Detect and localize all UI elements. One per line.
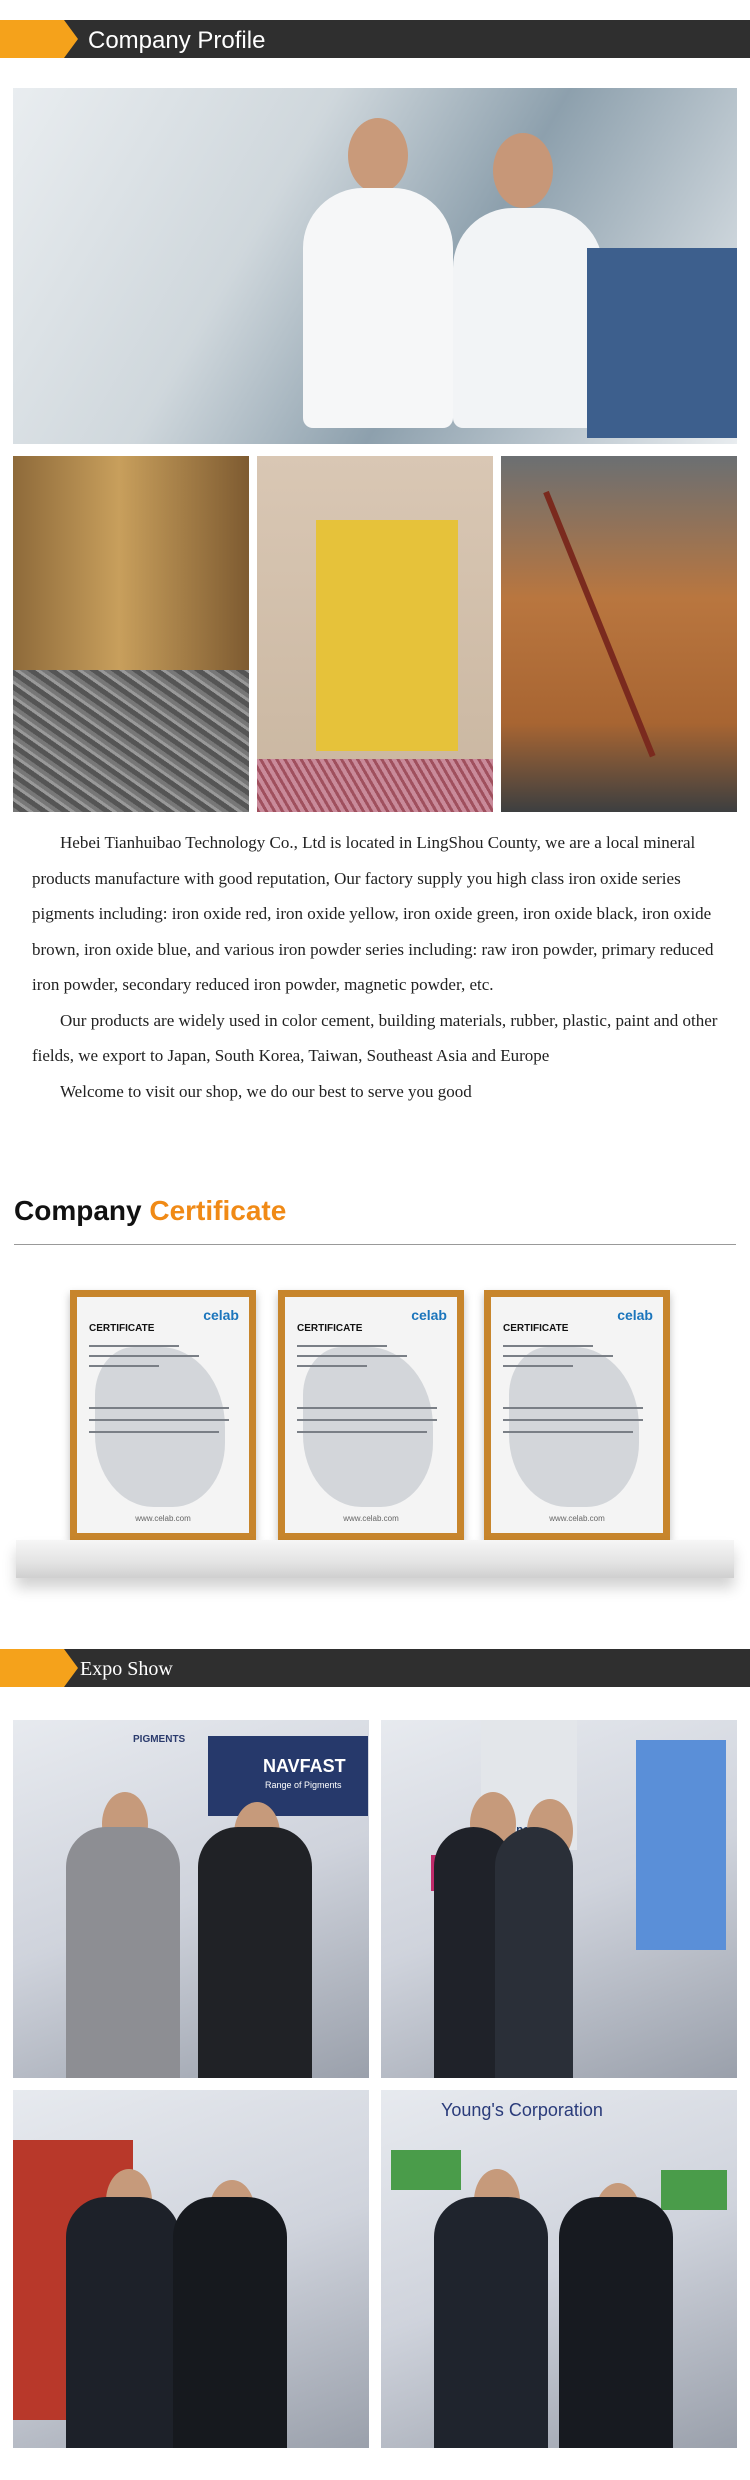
intro-paragraph-3: Welcome to visit our shop, we do our best to serve you good: [60, 1081, 472, 1101]
expo-photo-1: [13, 1720, 369, 2078]
expo-sign-pigments: PIGMENTS: [133, 1734, 186, 1745]
certificate-heading-accent: Certificate: [149, 1195, 287, 1226]
expo-photo-4: [381, 2090, 737, 2448]
section-title-expo: Expo Show: [80, 1658, 173, 1680]
intro-paragraph-2: Our products are widely used in color cement, building materials, rubber, plastic, paint and other fields, we export to Japan, South Korea, Taiwan, Southeast Asia and Europe: [32, 1010, 718, 1065]
certificate-title: CERTIFICATE: [503, 1323, 569, 1334]
certificate-url: www.celab.com: [549, 1514, 605, 1523]
expo-sign-youngs: Young's Corporation: [441, 2100, 603, 2120]
expo-photo-2: [381, 1720, 737, 2078]
section-header-profile: [0, 20, 750, 58]
section-title-profile: Company Profile: [88, 27, 266, 54]
certificate-title: CERTIFICATE: [89, 1323, 155, 1334]
certificate-frame: [70, 1290, 256, 1540]
certificate-shelf: [16, 1540, 734, 1578]
certificate-heading: [14, 1195, 286, 1227]
company-intro: [32, 825, 732, 1109]
intro-paragraph-1: Hebei Tianhuibao Technology Co., Ltd is located in LingShou County, we are a local mineral products manufacture with good reputation, Our factory supply you high class iron oxide series pigments including: iron oxide red, iron oxide yellow, iron oxide green, iron oxide black, iron oxide brown, iron oxide blue, and various iron powder series including: raw iron powder, primary reduced iron powder, secondary reduced iron powder, magnetic powder, etc.: [32, 833, 714, 994]
certificate-frame: [278, 1290, 464, 1540]
celab-logo: celab: [203, 1307, 239, 1323]
expo-sign-navfast: NAVFAST: [263, 1756, 346, 1776]
celab-logo: celab: [411, 1307, 447, 1323]
factory-photo-tower: [257, 456, 493, 812]
certificate-url: www.celab.com: [135, 1514, 191, 1523]
lab-photo: [13, 88, 737, 444]
certificate-heading-dark: Company: [14, 1195, 142, 1226]
factory-photo-furnace: [501, 456, 737, 812]
expo-sign-range: Range of Pigments: [265, 1780, 342, 1790]
certificate-title: CERTIFICATE: [297, 1323, 363, 1334]
header-accent: [0, 1649, 64, 1687]
header-accent: [0, 20, 64, 58]
expo-photo-3: [13, 2090, 369, 2448]
celab-logo: celab: [617, 1307, 653, 1323]
certificate-frame: [484, 1290, 670, 1540]
factory-photo-silo: [13, 456, 249, 812]
divider: [14, 1244, 736, 1245]
section-header-expo: [0, 1649, 750, 1687]
certificate-url: www.celab.com: [343, 1514, 399, 1523]
